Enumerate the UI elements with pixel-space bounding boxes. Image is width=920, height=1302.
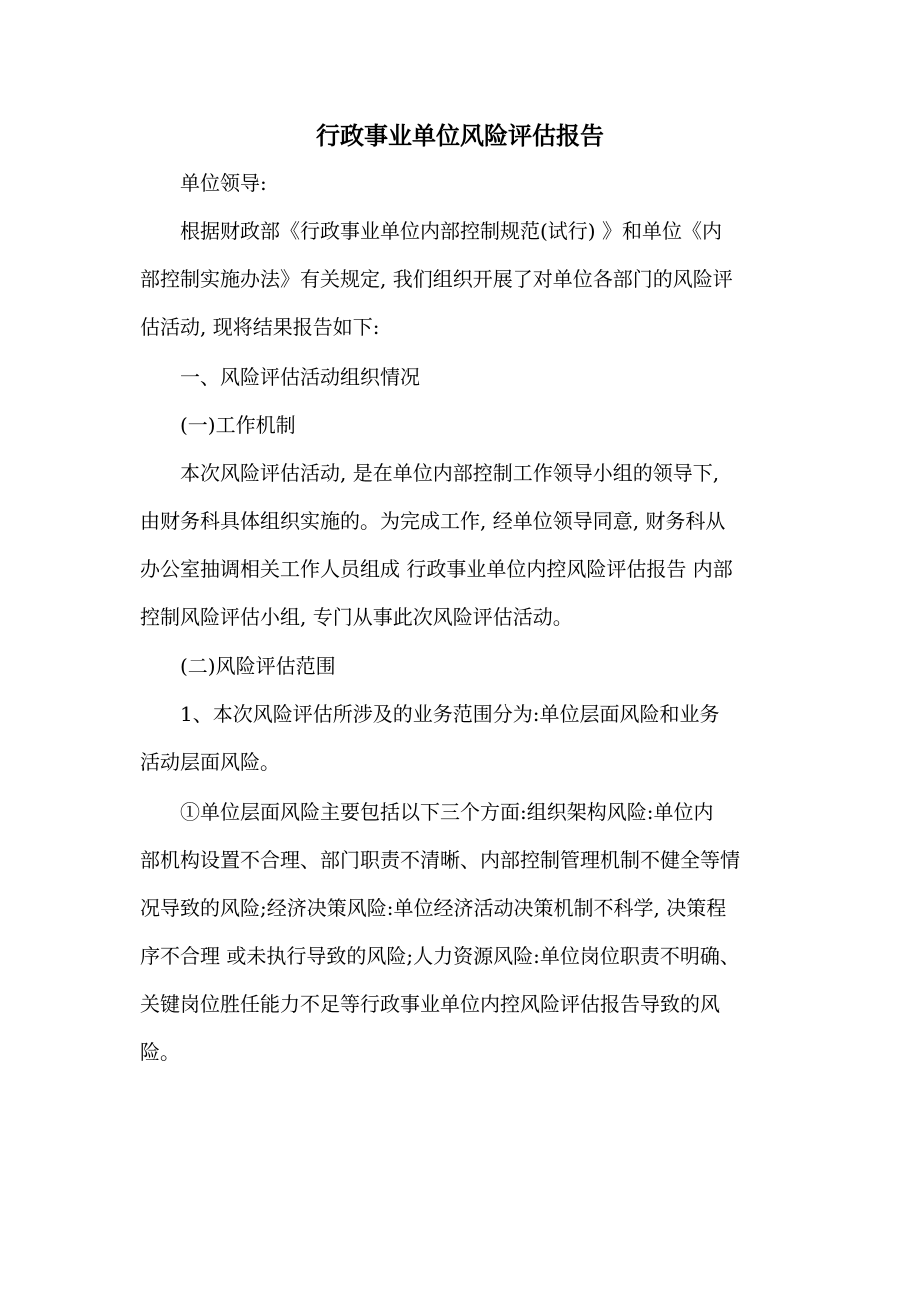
subsection-heading: (二)风险评估范围 <box>180 654 336 678</box>
paragraph-line: 根据财政部《行政事业单位内部控制规范(试行) 》和单位《内 <box>180 219 722 243</box>
paragraph-line: 部机构设置不合理、部门职责不清晰、内部控制管理机制不健全等情 <box>140 848 740 872</box>
document-title: 行政事业单位风险评估报告 <box>316 121 604 150</box>
paragraph-line: 估活动, 现将结果报告如下: <box>140 315 380 339</box>
paragraph-line: 序不合理 或未执行导致的风险;人力资源风险:单位岗位职责不明确、 <box>140 944 740 968</box>
paragraph-line: 活动层面风险。 <box>140 750 280 774</box>
paragraph-line: 部控制实施办法》有关规定, 我们组织开展了对单位各部门的风险评 <box>140 267 733 291</box>
paragraph-line: 况导致的风险;经济决策风险:单位经济活动决策机制不科学, 决策程 <box>140 896 727 920</box>
paragraph-line: 1、本次风险评估所涉及的业务范围分为:单位层面风险和业务 <box>180 702 720 726</box>
paragraph-line: ①单位层面风险主要包括以下三个方面:组织架构风险:单位内 <box>180 800 714 824</box>
paragraph-line: 关键岗位胜任能力不足等行政事业单位内控风险评估报告导致的风 <box>140 992 720 1016</box>
section-heading: 一、风险评估活动组织情况 <box>180 365 420 389</box>
paragraph-line: 由财务科具体组织实施的。为完成工作, 经单位领导同意, 财务科从 <box>140 509 726 533</box>
salutation: 单位领导: <box>180 171 267 195</box>
subsection-heading: (一)工作机制 <box>180 413 296 437</box>
paragraph-line: 险。 <box>140 1040 180 1064</box>
paragraph-line: 控制风险评估小组, 专门从事此次风险评估活动。 <box>140 605 573 629</box>
paragraph-line: 本次风险评估活动, 是在单位内部控制工作领导小组的领导下, <box>180 461 720 485</box>
paragraph-line: 办公室抽调相关工作人员组成 行政事业单位内控风险评估报告 内部 <box>140 557 733 581</box>
